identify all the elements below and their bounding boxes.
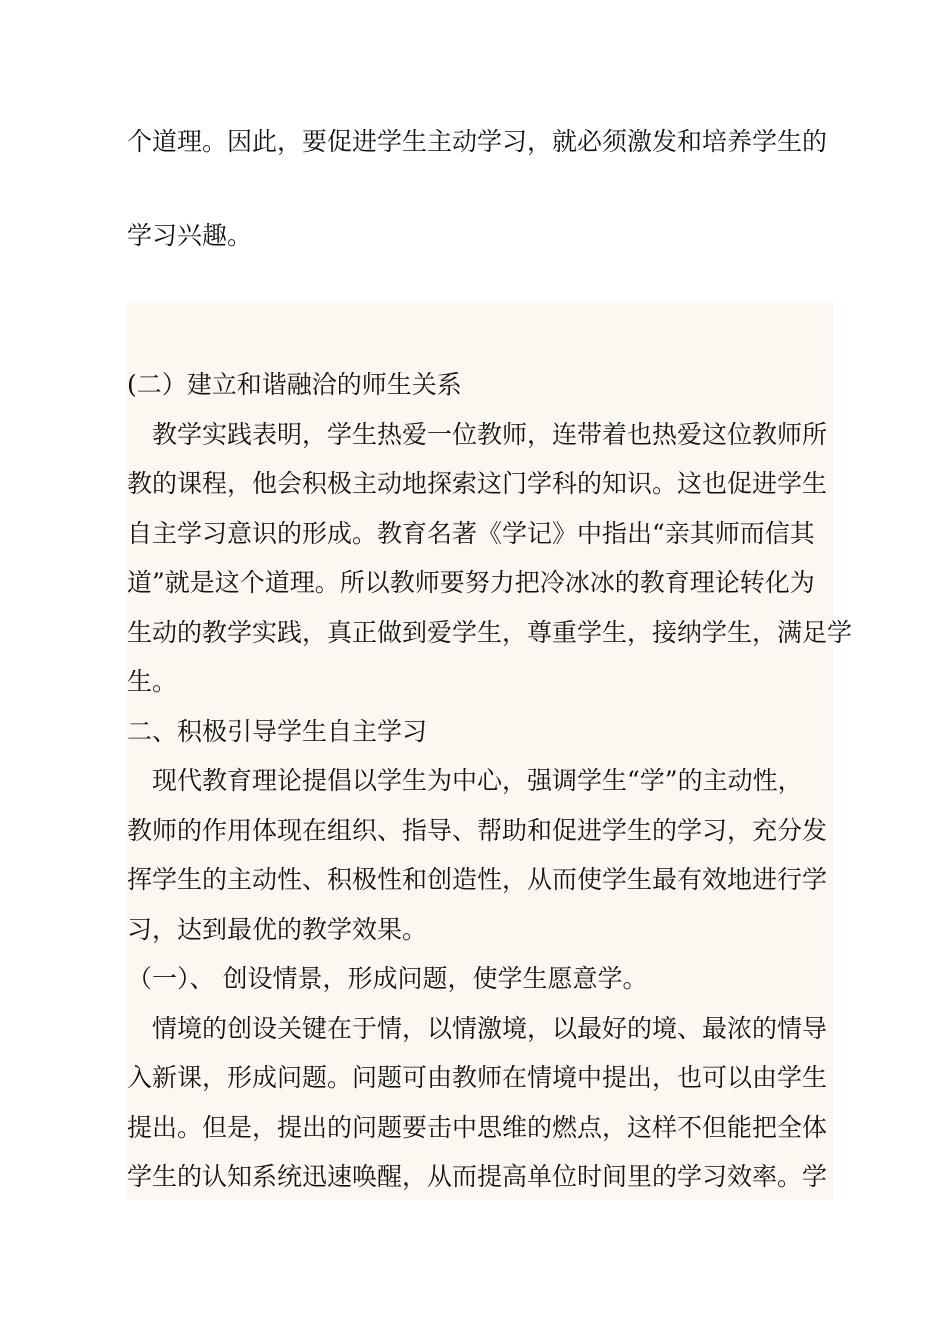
text-line: 学习兴趣。 xyxy=(127,221,253,250)
paragraph-line: 生动的教学实践，真正做到爱学生，尊重学生，接纳学生，满足学 xyxy=(127,617,853,647)
paragraph-line: 习，达到最优的教学效果。 xyxy=(127,914,428,944)
subheading-create-situations: （一）、 创设情景，形成问题，使学生愿意学。 xyxy=(127,964,648,993)
paragraph-line: 学生的认知系统迅速唤醒，从而提高单位时间里的学习效率。学 xyxy=(127,1162,828,1191)
top-paragraph xyxy=(127,128,837,250)
paragraph-line: 教师的作用体现在组织、指导、帮助和促进学生的学习，充分发 xyxy=(127,815,828,845)
shaded-section-content xyxy=(127,360,853,1202)
paragraph-line: 教的课程，他会积极主动地探索这门学科的知识。这也促进学生 xyxy=(127,469,828,498)
paragraph-line: 入新课，形成问题。问题可由教师在情境中提出，也可以由学生 xyxy=(127,1063,828,1092)
paragraph-line: 提出。但是，提出的问题要击中思维的燃点，这样不但能把全体 xyxy=(127,1112,828,1142)
paragraph-line: 自主学习意识的形成。教育名著《学记》中指出“亲其师而信其 xyxy=(127,518,815,548)
subheading-teacher-student-relationship: (二）建立和谐融洽的师生关系 xyxy=(127,370,462,399)
paragraph-line: 教学实践表明，学生热爱一位教师，连带着也热爱这位教师所 xyxy=(152,419,828,449)
paragraph-line: 道”就是这个道理。所以教师要努力把冷冰冰的教育理论转化为 xyxy=(127,568,815,597)
paragraph-line: 情境的创设关键在于情，以情激境，以最好的境、最浓的情导 xyxy=(152,1013,828,1043)
text-line: 个道理。因此，要促进学生主动学习，就必须激发和培养学生的 xyxy=(127,127,828,156)
paragraph-line: 挥学生的主动性、积极性和创造性，从而使学生最有效地进行学 xyxy=(127,865,828,894)
section-heading-guide-self-learning: 二、积极引导学生自主学习 xyxy=(127,716,428,746)
paragraph-line: 生。 xyxy=(127,667,178,696)
paragraph-line: 现代教育理论提倡以学生为中心，强调学生“学”的主动性， xyxy=(152,766,803,795)
